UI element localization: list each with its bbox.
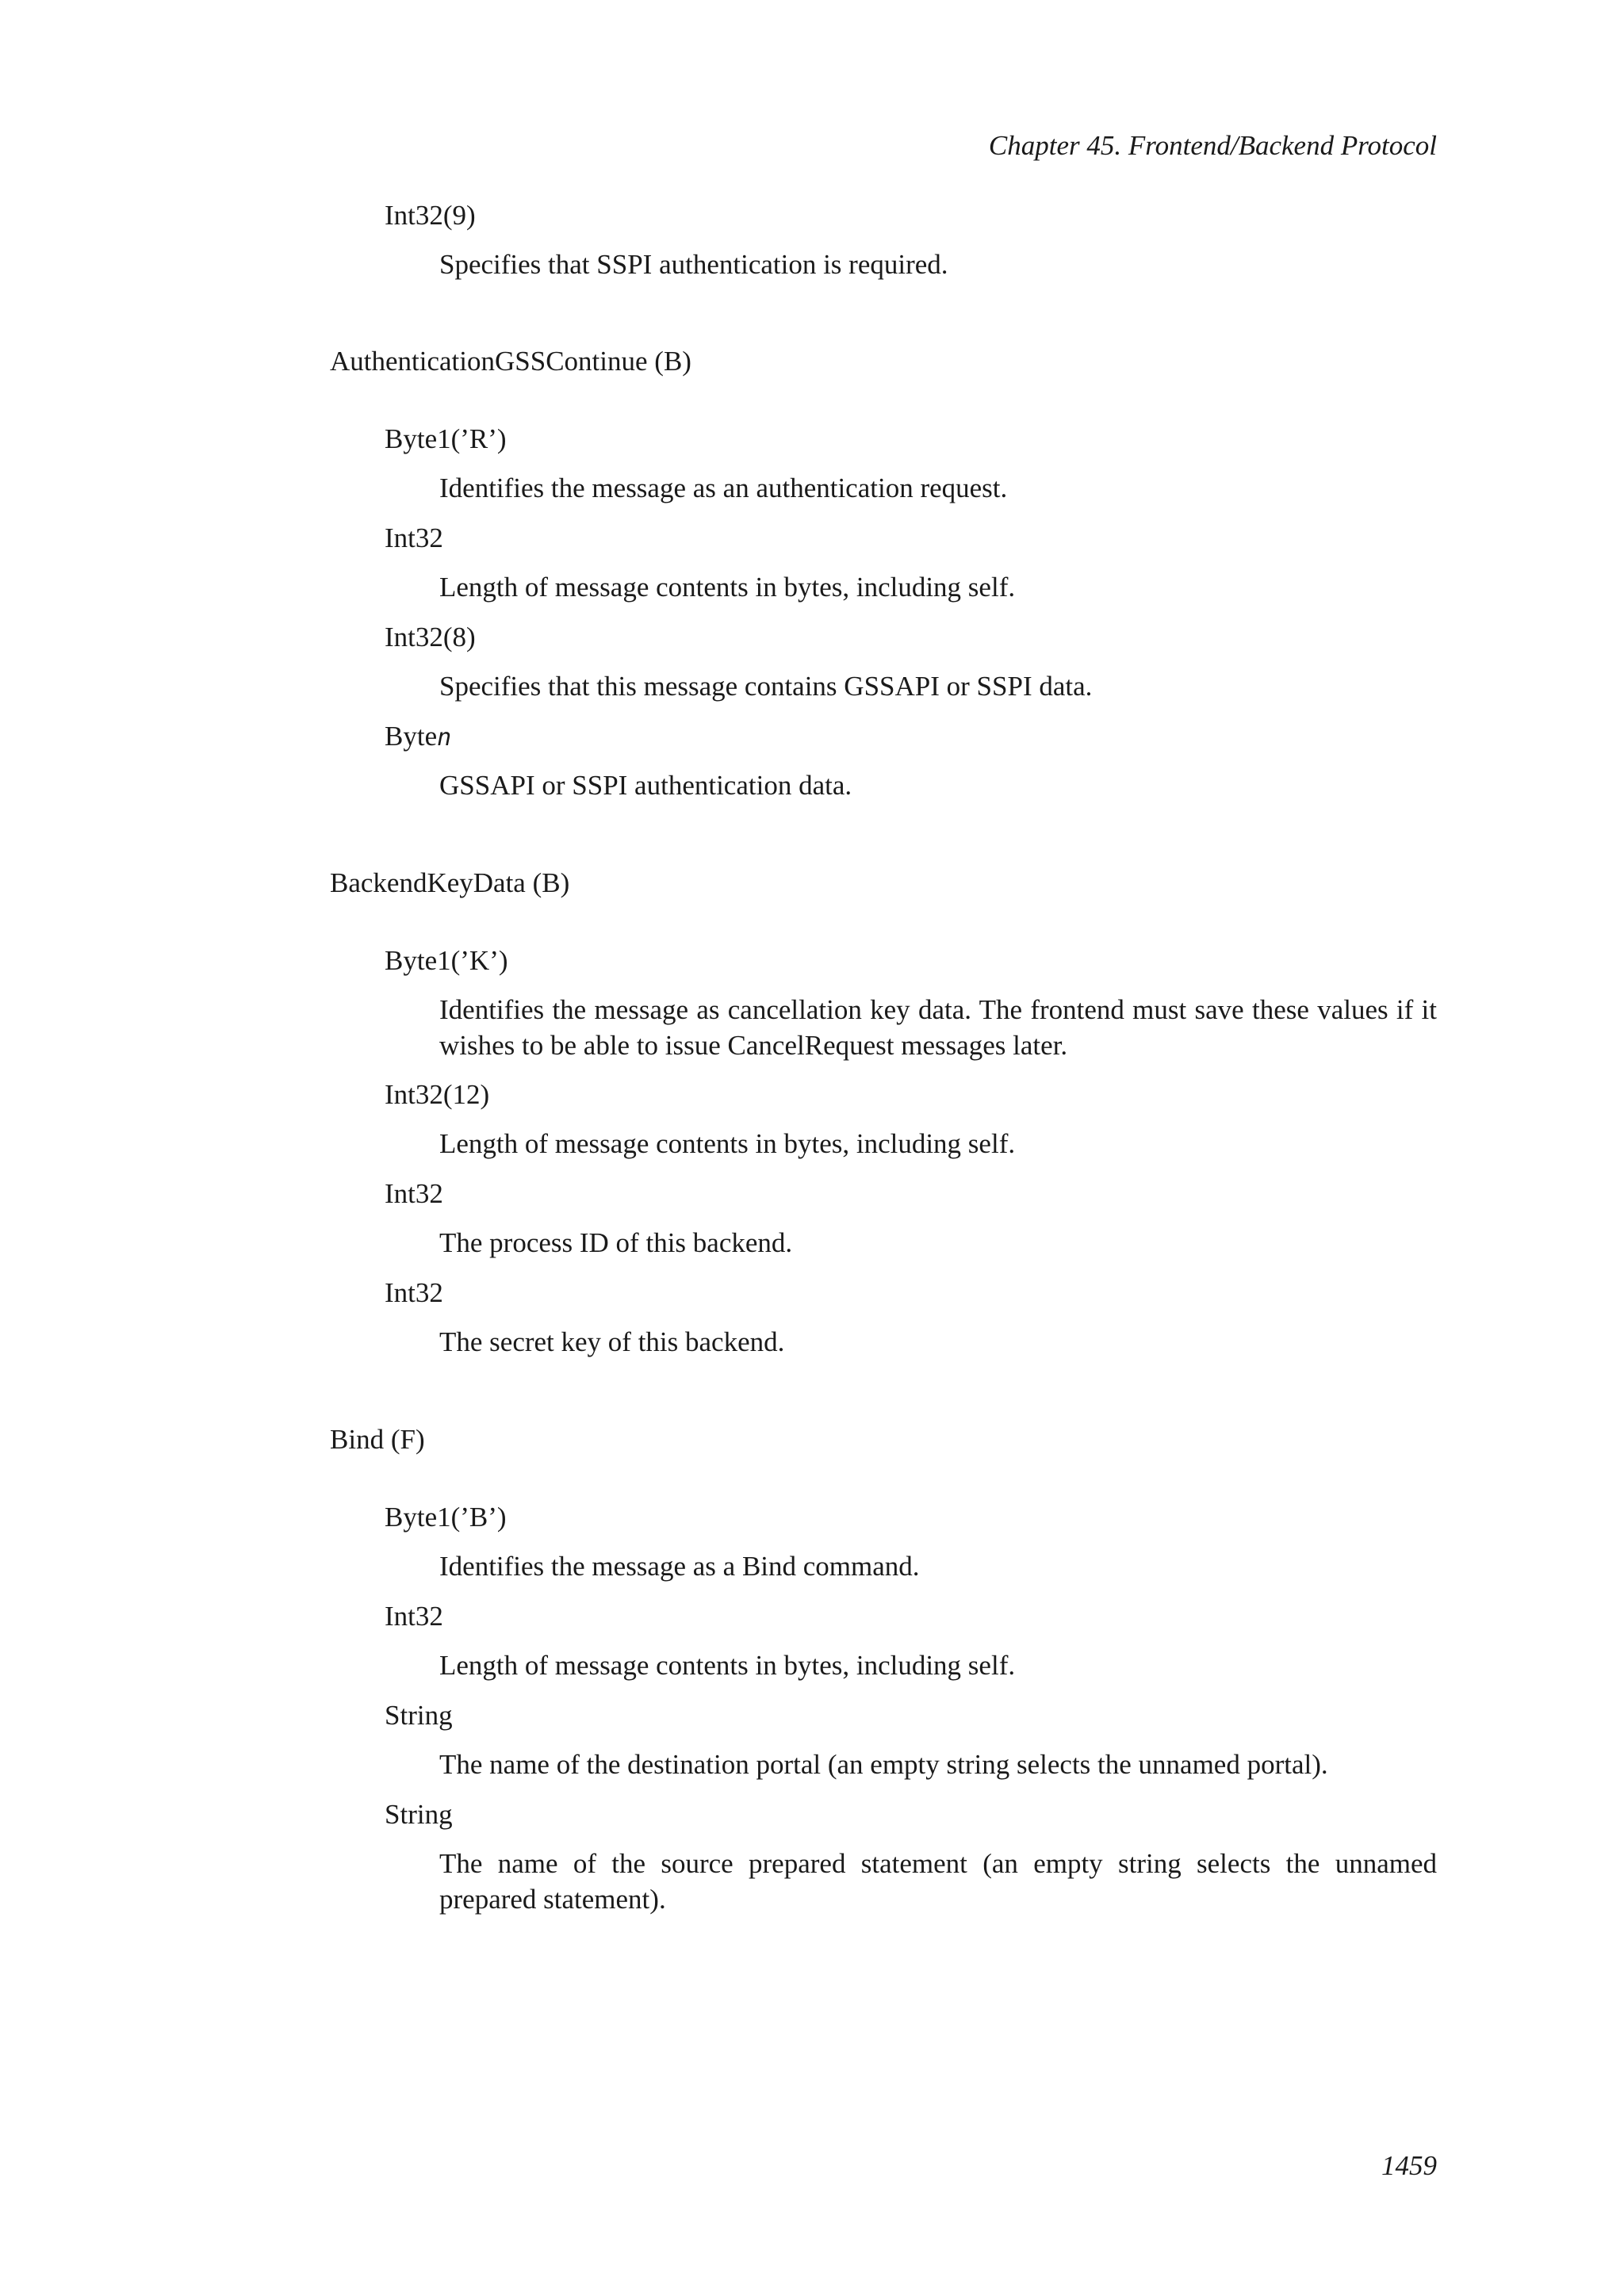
field-type: Byte1(’K’)	[385, 945, 508, 976]
field-type: Int32	[385, 1601, 443, 1632]
field-type-variable: n	[437, 724, 452, 752]
field-description: Specifies that this message contains GSSAPI or SSPI data.	[439, 671, 1093, 702]
field-description: The name of the destination portal (an empty string selects the unnamed portal).	[439, 1749, 1328, 1780]
field-description: The process ID of this backend.	[439, 1227, 793, 1258]
field-type: Int32	[385, 1178, 443, 1209]
field-type: Byte1(’B’)	[385, 1502, 507, 1533]
field-type: String	[385, 1700, 453, 1731]
field-type: Int32(9)	[385, 200, 476, 231]
message-title: AuthenticationGSSContinue (B)	[330, 346, 691, 377]
field-description: Identifies the message as cancellation key data. The frontend must save these values if it wishes to be able to issue CancelRequest messages later.	[439, 994, 1437, 1061]
field-type: String	[385, 1799, 453, 1830]
page-number: 1459	[1381, 2150, 1437, 2181]
field-type: Int32	[385, 522, 443, 553]
field-description: Length of message contents in bytes, including self.	[439, 1650, 1016, 1681]
field-type: Int32(12)	[385, 1079, 490, 1110]
field-description: Identifies the message as an authentication request.	[439, 473, 1008, 503]
field-type	[385, 718, 451, 757]
field-type: Int32	[385, 1277, 443, 1308]
field-description: Specifies that SSPI authentication is required.	[439, 249, 948, 280]
field-type-base: Byte	[385, 721, 438, 752]
field-type: Int32(8)	[385, 622, 476, 652]
message-title: Bind (F)	[330, 1424, 425, 1455]
running-header: Chapter 45. Frontend/Backend Protocol	[988, 130, 1437, 161]
field-type: Byte1(’R’)	[385, 423, 507, 454]
field-description: Identifies the message as a Bind command.	[439, 1551, 920, 1582]
field-description: The name of the source prepared statement (an empty string selects the unnamed prepared statement).	[439, 1848, 1437, 1915]
message-title: BackendKeyData (B)	[330, 867, 570, 898]
field-description: GSSAPI or SSPI authentication data.	[439, 770, 852, 801]
field-description: Length of message contents in bytes, including self.	[439, 1128, 1016, 1159]
field-description: Length of message contents in bytes, including self.	[439, 572, 1016, 603]
field-description: The secret key of this backend.	[439, 1326, 785, 1357]
